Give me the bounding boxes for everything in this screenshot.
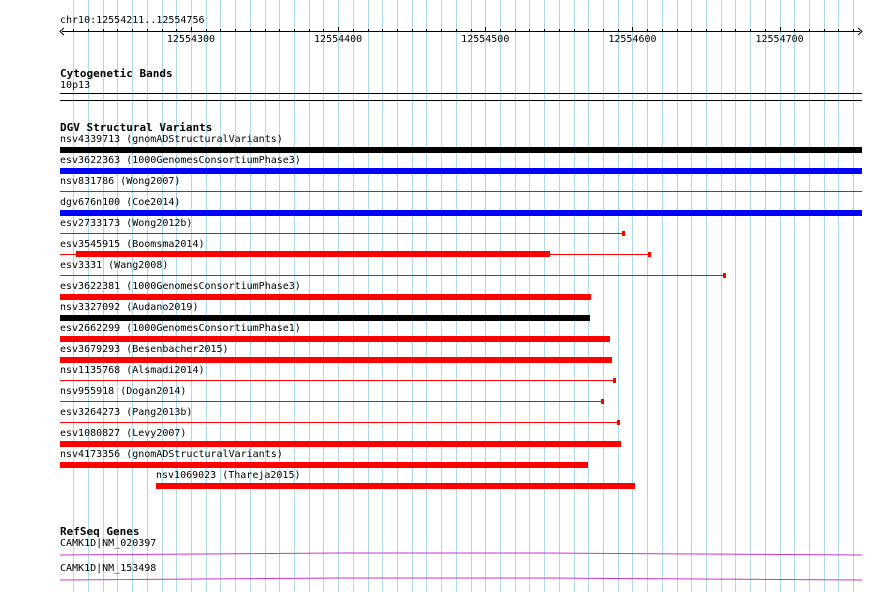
variant-end-cap xyxy=(648,252,651,257)
variant-bar[interactable] xyxy=(60,357,612,363)
ruler-minor-tick xyxy=(309,29,310,32)
variant-bar[interactable] xyxy=(60,147,862,153)
variant-end-cap xyxy=(622,231,625,236)
variant-label[interactable]: esv3679293 (Besenbacher2015) xyxy=(60,344,229,355)
ruler-minor-tick xyxy=(323,29,324,32)
variant-line[interactable] xyxy=(60,380,615,381)
ruler-minor-tick xyxy=(176,29,177,32)
ruler-major-tick xyxy=(632,27,633,32)
ruler-minor-tick xyxy=(765,29,766,32)
ruler-minor-tick xyxy=(88,29,89,32)
variant-line[interactable] xyxy=(60,233,624,234)
ruler-minor-tick xyxy=(691,29,692,32)
ruler-minor-tick xyxy=(220,29,221,32)
variant-line[interactable] xyxy=(60,275,725,276)
cytoband-line-bottom xyxy=(60,100,862,101)
ruler-minor-tick xyxy=(235,29,236,32)
variant-label[interactable]: nsv4339713 (gnomADStructuralVariants) xyxy=(60,134,283,145)
ruler-minor-tick xyxy=(853,29,854,32)
ruler-arrow-left xyxy=(60,28,64,35)
ruler-minor-tick xyxy=(588,29,589,32)
variant-line[interactable] xyxy=(60,422,619,423)
variant-label[interactable]: esv3622381 (1000GenomesConsortiumPhase3) xyxy=(60,281,301,292)
variant-label[interactable]: nsv955918 (Dogan2014) xyxy=(60,386,187,397)
variant-label[interactable]: esv2662299 (1000GenomesConsortiumPhase1) xyxy=(60,323,301,334)
ruler-minor-tick xyxy=(750,29,751,32)
ruler-minor-tick xyxy=(603,29,604,32)
variant-bar[interactable] xyxy=(60,210,862,216)
ruler-minor-tick xyxy=(147,29,148,32)
ruler-minor-tick xyxy=(809,29,810,32)
variant-label[interactable]: esv3622363 (1000GenomesConsortiumPhase3) xyxy=(60,155,301,166)
variant-end-cap xyxy=(617,420,620,425)
ruler-minor-tick xyxy=(735,29,736,32)
variant-bar[interactable] xyxy=(60,294,591,300)
variant-bar[interactable] xyxy=(60,315,590,321)
ruler-minor-tick xyxy=(456,29,457,32)
ruler-minor-tick xyxy=(824,29,825,32)
variant-line[interactable] xyxy=(60,401,603,402)
ruler-arrow-right xyxy=(858,28,862,35)
ruler-minor-tick xyxy=(677,29,678,32)
ruler-minor-tick xyxy=(559,29,560,32)
gene-intron-line[interactable] xyxy=(0,548,890,560)
ruler-tick-label: 12554500 xyxy=(461,34,510,45)
variant-label[interactable]: esv2733173 (Wong2012b) xyxy=(60,218,193,229)
ruler-minor-tick xyxy=(662,29,663,32)
location-label: chr10:12554211..12554756 xyxy=(60,15,205,26)
variant-end-cap xyxy=(601,399,604,404)
variant-label[interactable]: nsv831786 (Wong2007) xyxy=(60,176,181,187)
variant-line[interactable] xyxy=(60,191,862,192)
variant-label[interactable]: nsv1135768 (Alsmadi2014) xyxy=(60,365,205,376)
ruler-minor-tick xyxy=(471,29,472,32)
variant-bar[interactable] xyxy=(60,462,588,468)
ruler-minor-tick xyxy=(529,29,530,32)
variant-label[interactable]: dgv676n100 (Coe2014) xyxy=(60,197,181,208)
dgv-title: DGV Structural Variants xyxy=(60,121,213,134)
variant-bar[interactable] xyxy=(156,483,635,489)
ruler-minor-tick xyxy=(574,29,575,32)
ruler-minor-tick xyxy=(412,29,413,32)
variant-label[interactable]: nsv3327092 (Audano2019) xyxy=(60,302,199,313)
gene-label[interactable]: CAMK1D|NM_020397 xyxy=(60,538,157,549)
ruler-tick-label: 12554600 xyxy=(608,34,657,45)
ruler-minor-tick xyxy=(647,29,648,32)
variant-label[interactable]: nsv4173356 (gnomADStructuralVariants) xyxy=(60,449,283,460)
ruler-minor-tick xyxy=(397,29,398,32)
ruler-minor-tick xyxy=(838,29,839,32)
ruler-major-tick xyxy=(191,27,192,32)
variant-bar[interactable] xyxy=(76,251,550,257)
ruler-minor-tick xyxy=(73,29,74,32)
ruler-tick-label: 12554300 xyxy=(166,34,216,45)
ruler-minor-tick xyxy=(500,29,501,32)
ruler-minor-tick xyxy=(132,29,133,32)
variant-label[interactable]: esv3545915 (Boomsma2014) xyxy=(60,239,205,250)
ruler-minor-tick xyxy=(618,29,619,32)
ruler-tick-label: 12554400 xyxy=(314,34,363,45)
ruler-minor-tick xyxy=(294,29,295,32)
cytoband-name: 10p13 xyxy=(60,80,91,91)
refseq-title: RefSeq Genes xyxy=(60,525,140,538)
ruler-minor-tick xyxy=(441,29,442,32)
gene-intron-line[interactable] xyxy=(0,573,890,585)
ruler-minor-tick xyxy=(382,29,383,32)
ruler-minor-tick xyxy=(544,29,545,32)
variant-label[interactable]: esv3264273 (Pang2013b) xyxy=(60,407,193,418)
ruler-minor-tick xyxy=(353,29,354,32)
variant-bar[interactable] xyxy=(60,168,862,174)
ruler-minor-tick xyxy=(162,29,163,32)
ruler-minor-tick xyxy=(706,29,707,32)
ruler-tick-label: 12554700 xyxy=(755,34,804,45)
ruler-minor-tick xyxy=(206,29,207,32)
ruler-minor-tick xyxy=(250,29,251,32)
cytoband-line-top xyxy=(60,93,862,94)
variant-bar[interactable] xyxy=(60,441,621,447)
ruler-minor-tick xyxy=(794,29,795,32)
ruler-minor-tick xyxy=(515,29,516,32)
variant-end-cap xyxy=(613,378,616,383)
ruler-minor-tick xyxy=(279,29,280,32)
ruler-minor-tick xyxy=(117,29,118,32)
variant-end-cap xyxy=(723,273,726,278)
variant-label[interactable]: nsv1069023 (Thareja2015) xyxy=(156,470,301,481)
variant-bar[interactable] xyxy=(60,336,610,342)
ruler-minor-tick xyxy=(103,29,104,32)
ruler-minor-tick xyxy=(265,29,266,32)
variant-label[interactable]: esv1080827 (Levy2007) xyxy=(60,428,187,439)
gene-label[interactable]: CAMK1D|NM_153498 xyxy=(60,563,157,574)
variant-label[interactable]: esv3331 (Wang2008) xyxy=(60,260,169,271)
ruler-major-tick xyxy=(338,27,339,32)
cytoband-title: Cytogenetic Bands xyxy=(60,67,173,80)
ruler-minor-tick xyxy=(426,29,427,32)
ruler-minor-tick xyxy=(368,29,369,32)
ruler-major-tick xyxy=(485,27,486,32)
ruler-minor-tick xyxy=(721,29,722,32)
ruler-major-tick xyxy=(780,27,781,32)
